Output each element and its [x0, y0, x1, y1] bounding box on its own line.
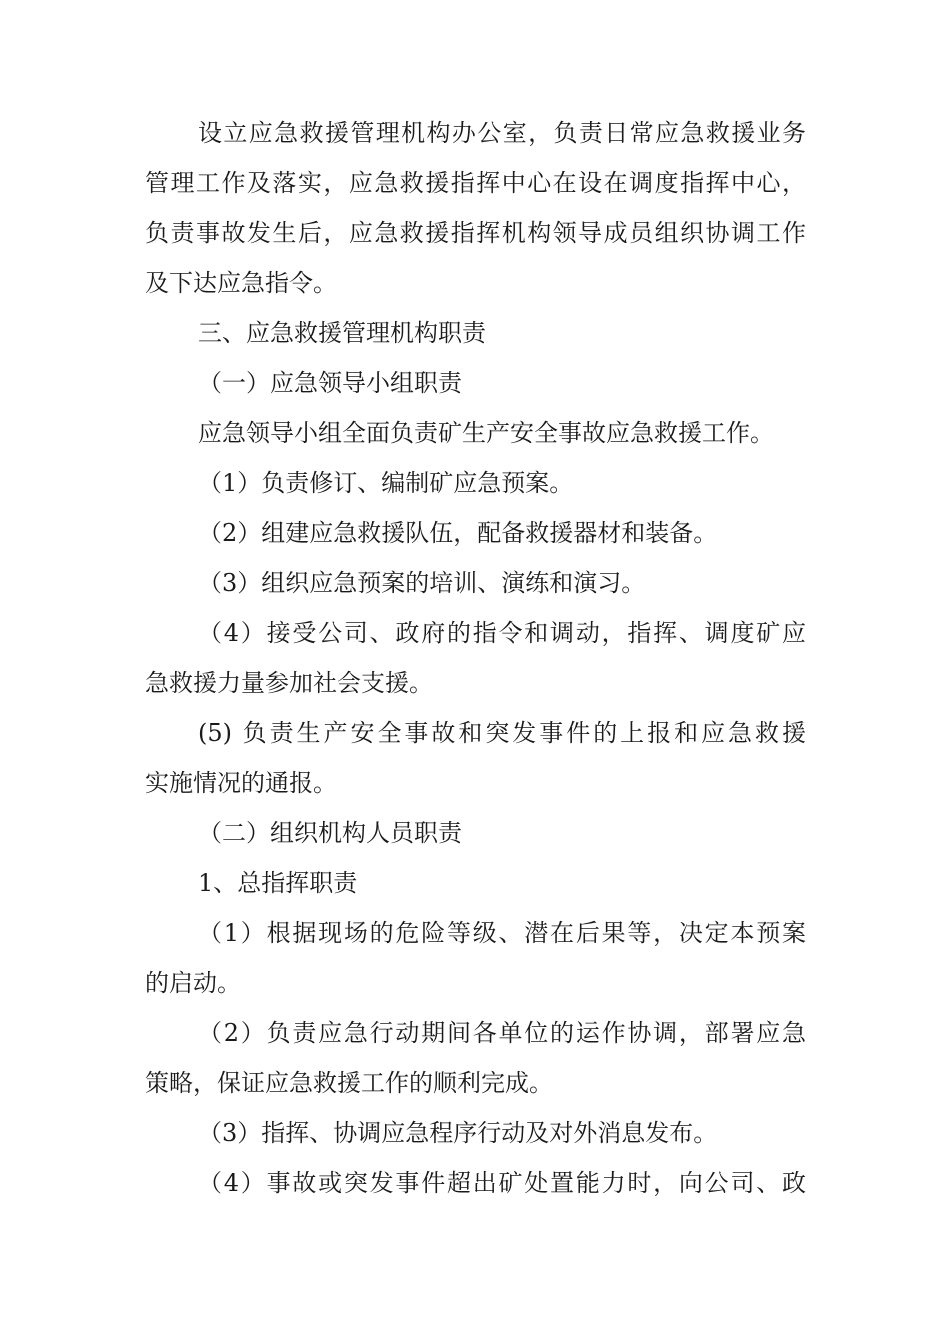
list-item: （4）事故或突发事件超出矿处置能力时，向公司、政 — [198, 1169, 806, 1197]
subsection-heading: 1、总指挥职责 — [198, 869, 358, 897]
list-item: （3）指挥、协调应急程序行动及对外消息发布。 — [198, 1119, 718, 1147]
list-item: （4）接受公司、政府的指令和调动，指挥、调度矿应 — [198, 619, 806, 647]
list-item-continuation: 急救援力量参加社会支援。 — [145, 669, 433, 697]
paragraph-line: 负责事故发生后，应急救援指挥机构领导成员组织协调工作 — [145, 219, 806, 247]
list-item: （1）根据现场的危险等级、潜在后果等，决定本预案 — [198, 919, 806, 947]
section-heading: 三、应急救援管理机构职责 — [198, 319, 486, 347]
list-item-continuation: 策略，保证应急救援工作的顺利完成。 — [145, 1069, 553, 1097]
list-item: （1）负责修订、编制矿应急预案。 — [198, 469, 574, 497]
list-item: (5) 负责生产安全事故和突发事件的上报和应急救援 — [198, 719, 806, 747]
paragraph-line: 应急领导小组全面负责矿生产安全事故应急救援工作。 — [198, 419, 774, 447]
paragraph-line: 设立应急救援管理机构办公室，负责日常应急救援业务 — [198, 119, 806, 147]
paragraph-line: 及下达应急指令。 — [145, 269, 337, 297]
subsection-heading: （一）应急领导小组职责 — [198, 369, 462, 397]
list-item: （3）组织应急预案的培训、演练和演习。 — [198, 569, 646, 597]
list-item-continuation: 的启动。 — [145, 969, 241, 997]
paragraph-line: 管理工作及落实，应急救援指挥中心在设在调度指挥中心， — [145, 169, 806, 197]
subsection-heading: （二）组织机构人员职责 — [198, 819, 462, 847]
list-item: （2）组建应急救援队伍，配备救援器材和装备。 — [198, 519, 718, 547]
list-item-continuation: 实施情况的通报。 — [145, 769, 337, 797]
list-item: （2）负责应急行动期间各单位的运作协调，部署应急 — [198, 1019, 806, 1047]
